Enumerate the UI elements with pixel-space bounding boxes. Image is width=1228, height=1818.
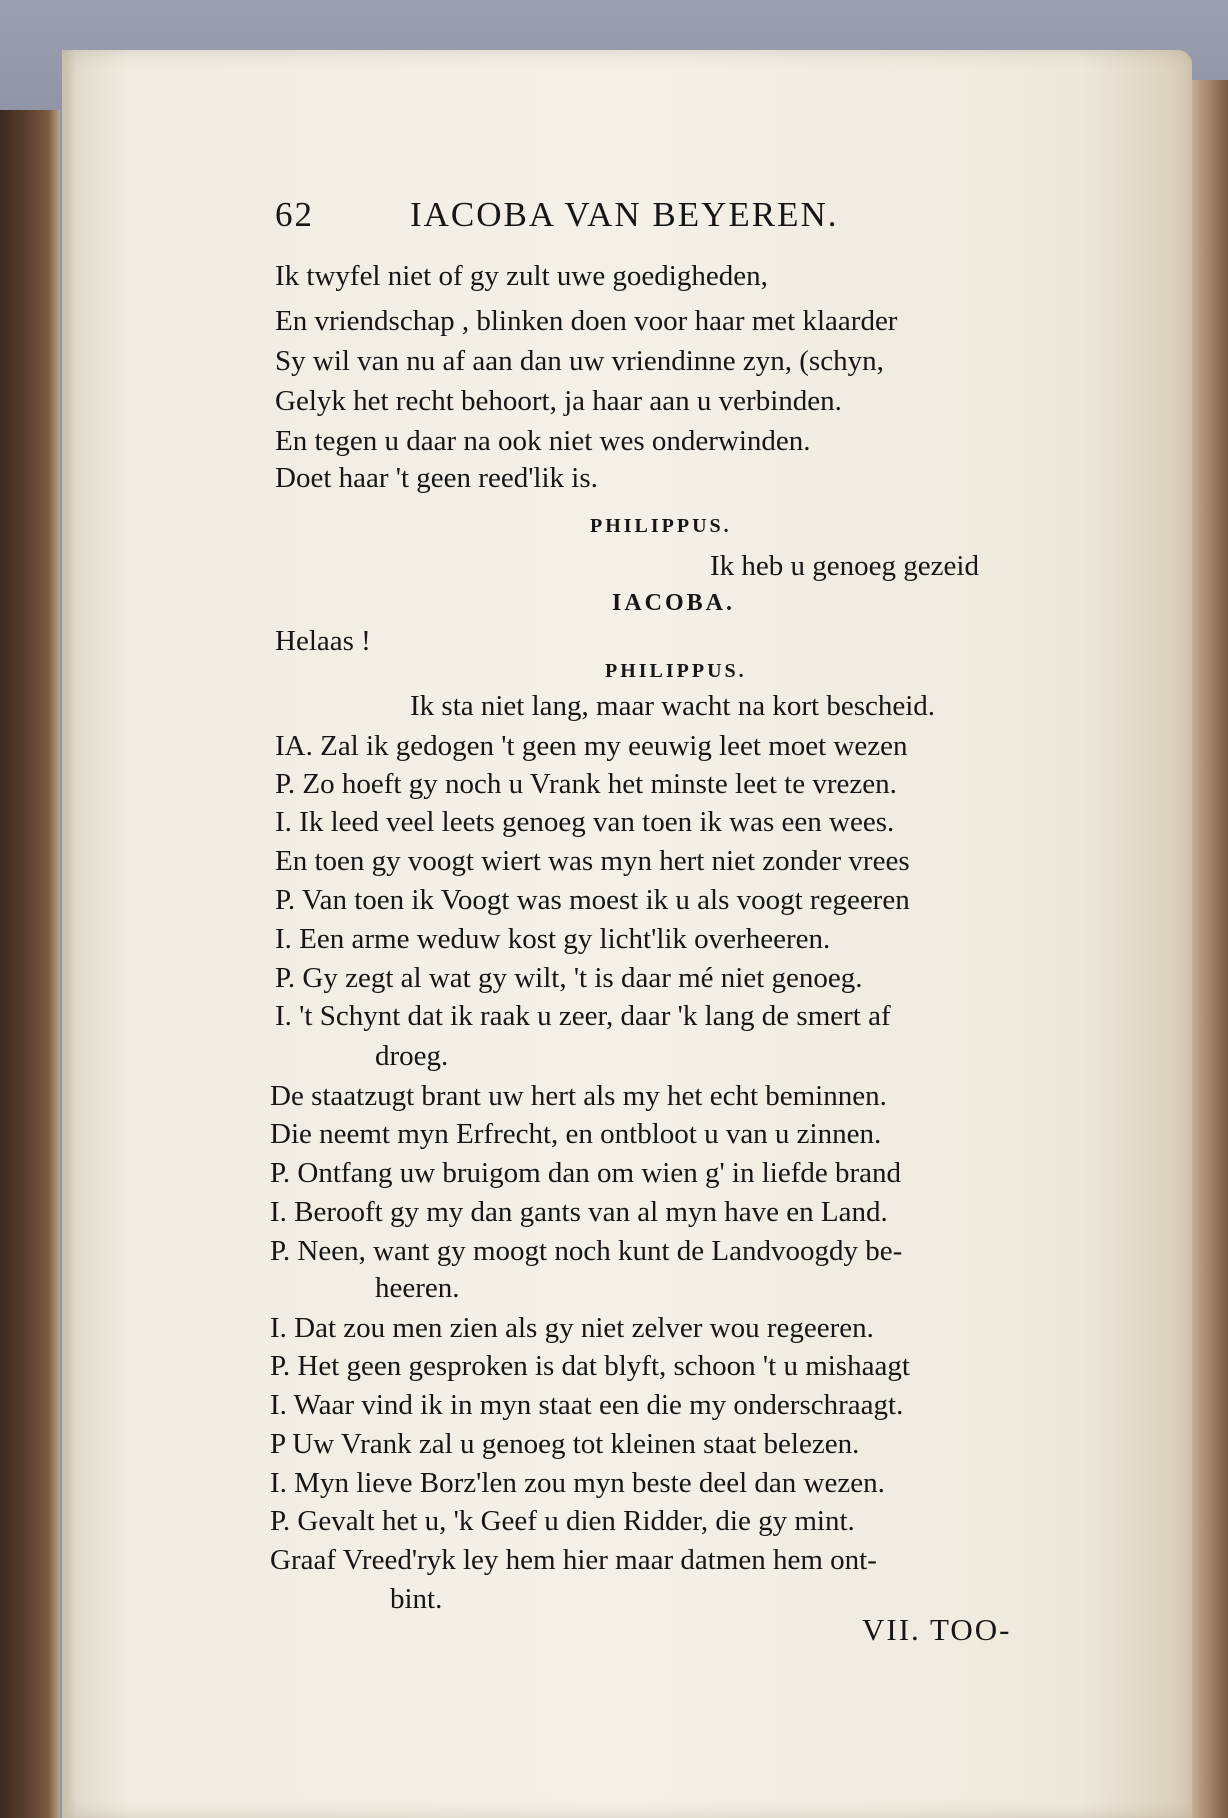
text-line: I. Dat zou men zien als gy niet zelver wou regeeren. — [270, 1312, 874, 1344]
text-line: P. Ontfang uw bruigom dan om wien g' in liefde brand — [270, 1157, 902, 1189]
text-line: P Uw Vrank zal u genoeg tot kleinen staat belezen. — [270, 1428, 860, 1460]
text-line: P. Gy zegt al wat gy wilt, 't is daar mé niet genoeg. — [275, 962, 863, 994]
text-line: I. Een arme weduw kost gy licht'lik overheeren. — [275, 923, 831, 955]
text-line: P. Van toen ik Voogt was moest ik u als voogt regeeren — [275, 884, 910, 916]
text-line: Helaas ! — [275, 625, 371, 657]
text-line: I. Berooft gy my dan gants van al myn have en Land. — [270, 1196, 888, 1228]
speaker-heading: PHILIPPUS. — [605, 660, 747, 682]
text-line: bint. — [390, 1583, 443, 1615]
text-line: De staatzugt brant uw hert als my het echt beminnen. — [270, 1080, 887, 1112]
text-line: Ik sta niet lang, maar wacht na kort bescheid. — [410, 690, 936, 722]
speaker-heading: PHILIPPUS. — [590, 515, 732, 537]
book-binding-left — [0, 110, 60, 1818]
text-line: En vriendschap , blinken doen voor haar met klaarder — [275, 305, 898, 337]
text-line: I. Waar vind ik in myn staat een die my onderschraagt. — [270, 1389, 904, 1421]
text-line: P. Het geen gesproken is dat blyft, schoon 't u mishaagt — [270, 1350, 910, 1382]
text-line: I. 't Schynt dat ik raak u zeer, daar 'k lang de smert af — [275, 1000, 891, 1032]
speaker-heading: IACOBA. — [612, 590, 736, 616]
text-line: Gelyk het recht behoort, ja haar aan u verbinden. — [275, 385, 842, 417]
text-line: IA. Zal ik gedogen 't geen my eeuwig leet moet wezen — [275, 730, 908, 762]
text-line: Doet haar 't geen reed'lik is. — [275, 462, 598, 494]
catchword: VII. TOO- — [862, 1612, 1012, 1647]
text-line: Ik twyfel niet of gy zult uwe goedigheden, — [275, 260, 768, 292]
text-line: En toen gy voogt wiert was myn hert niet zonder vrees — [275, 845, 910, 877]
text-line: I. Myn lieve Borz'len zou myn beste deel dan wezen. — [270, 1467, 885, 1499]
text-line: droeg. — [375, 1040, 449, 1072]
text-line: P. Neen, want gy moogt noch kunt de Landvoogdy be- — [270, 1235, 903, 1267]
running-title: IACOBA VAN BEYEREN. — [410, 195, 839, 234]
text-line: Die neemt myn Erfrecht, en ontbloot u van u zinnen. — [270, 1118, 882, 1150]
text-line: Graaf Vreed'ryk ley hem hier maar datmen hem ont- — [270, 1544, 877, 1576]
page-deckle-edge — [62, 50, 76, 1818]
text-line: P. Zo hoeft gy noch u Vrank het minste leet te vrezen. — [275, 768, 897, 800]
text-line: heeren. — [375, 1272, 460, 1304]
text-line: Sy wil van nu af aan dan uw vriendinne zyn, (schyn, — [275, 345, 884, 377]
text-line: Ik heb u genoeg gezeid — [710, 550, 979, 582]
text-line: P. Gevalt het u, 'k Geef u dien Ridder, die gy mint. — [270, 1505, 855, 1537]
text-line: En tegen u daar na ook niet wes onderwinden. — [275, 425, 811, 457]
page-number: 62 — [275, 195, 314, 234]
text-line: I. Ik leed veel leets genoeg van toen ik was een wees. — [275, 806, 895, 838]
